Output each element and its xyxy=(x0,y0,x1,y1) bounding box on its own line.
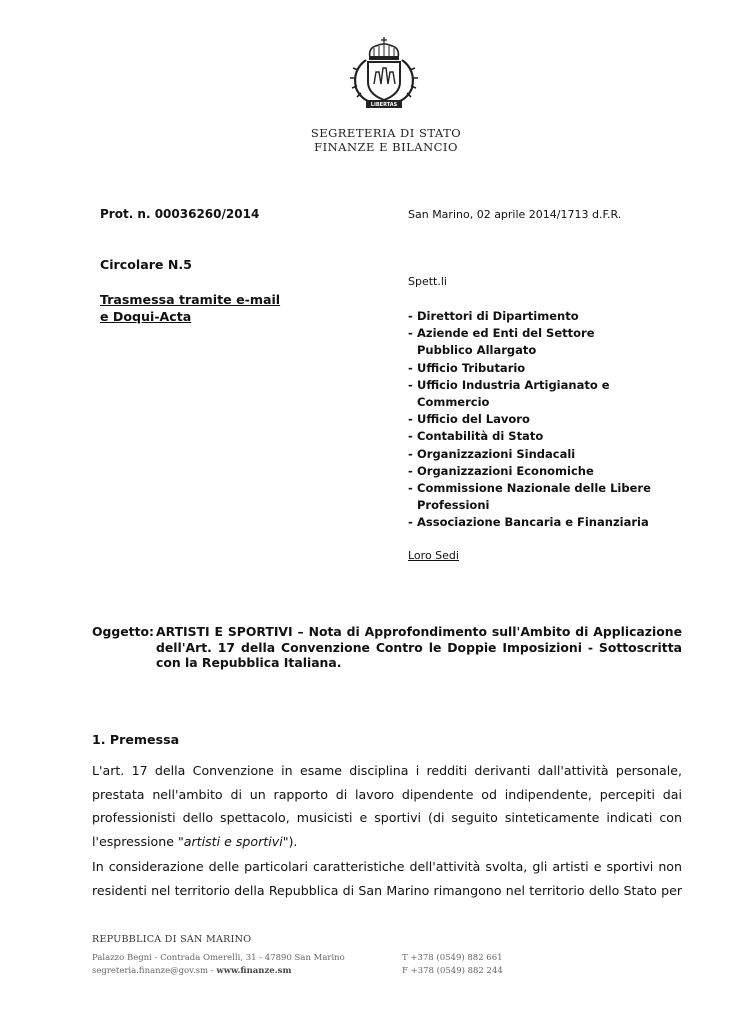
circolare-number: Circolare N.5 xyxy=(100,257,192,272)
recipient-item: - Organizzazioni Economiche xyxy=(408,463,594,478)
footer-title: REPUBBLICA DI SAN MARINO xyxy=(92,934,252,945)
recipient-item: - Organizzazioni Sindacali xyxy=(408,446,576,461)
subject-label: Oggetto: xyxy=(92,624,154,639)
transmission-line-1: Trasmessa tramite e-mail xyxy=(100,292,281,307)
protocol-number: Prot. n. 00036260/2014 xyxy=(100,207,260,221)
loro-sedi: Loro Sedi xyxy=(408,549,459,562)
recipient-item: - Commissione Nazionale delle Libere Professioni xyxy=(408,481,651,513)
recipient-item: - Direttori di Dipartimento xyxy=(408,309,579,323)
recipient-item: - Associazione Bancaria e Finanziaria xyxy=(408,515,649,530)
recipient-item: - Ufficio Tributario xyxy=(408,360,526,375)
paragraph-1: L'art. 17 della Convenzione in esame disciplina i redditi derivanti dall'attività personale, prestata nell'ambito di un rapporto di lavoro dipendente od indipendente, percepiti dai professionisti dello spettacolo, musicisti e sportivi (di seguito sinteticamente indicati con l'espressione "artisti e sportivi"). xyxy=(92,763,682,849)
recipient-item: - Ufficio Industria Artigianato e Commercio xyxy=(408,377,610,410)
header-line-2: FINANZE E BILANCIO xyxy=(314,140,458,154)
paragraph-2: In considerazione delle particolari caratteristiche dell'attività svolta, gli artisti e sportivi non residenti nel territorio della Repubblica di San Marino rimangono nel territorio dello Stato per xyxy=(92,859,682,898)
place-date: San Marino, 02 aprile 2014/1713 d.F.R. xyxy=(408,208,622,221)
footer-phone: T +378 (0549) 882 661 xyxy=(402,953,503,963)
section-title: 1. Premessa xyxy=(92,732,180,747)
italic-phrase: "artisti e sportivi" xyxy=(177,833,289,849)
footer-website-link[interactable]: www.finanze.sm xyxy=(216,966,292,976)
recipients-list xyxy=(408,308,708,532)
recipient-item: - Aziende ed Enti del Settore Pubblico Allargato xyxy=(408,326,595,358)
subject-text: ARTISTI E SPORTIVI – Nota di Approfondimento sull'Ambito di Applicazione dell'Art. 17 della Convenzione Contro le Doppie Imposizioni - Sottoscritta con la Repubblica Italiana. xyxy=(156,624,682,670)
crest-emblem xyxy=(346,36,422,110)
recipient-item: - Contabilità di Stato xyxy=(408,429,544,444)
crest-motto: LIBERTAS xyxy=(370,102,398,108)
footer-address: Palazzo Begni - Contrada Omerelli, 31 - 47890 San Marino xyxy=(92,953,345,963)
recipient-item: - Ufficio del Lavoro xyxy=(408,412,530,427)
footer-contacts: segreteria.finanze@gov.sm - www.finanze.sm xyxy=(92,966,292,976)
addressee-intro: Spett.li xyxy=(408,275,447,288)
transmission-line-2: e Doqui-Acta xyxy=(100,309,192,324)
subject-block xyxy=(92,624,682,671)
footer-fax: F +378 (0549) 882 244 xyxy=(402,966,503,976)
header-line-1: SEGRETERIA DI STATO xyxy=(310,126,462,140)
